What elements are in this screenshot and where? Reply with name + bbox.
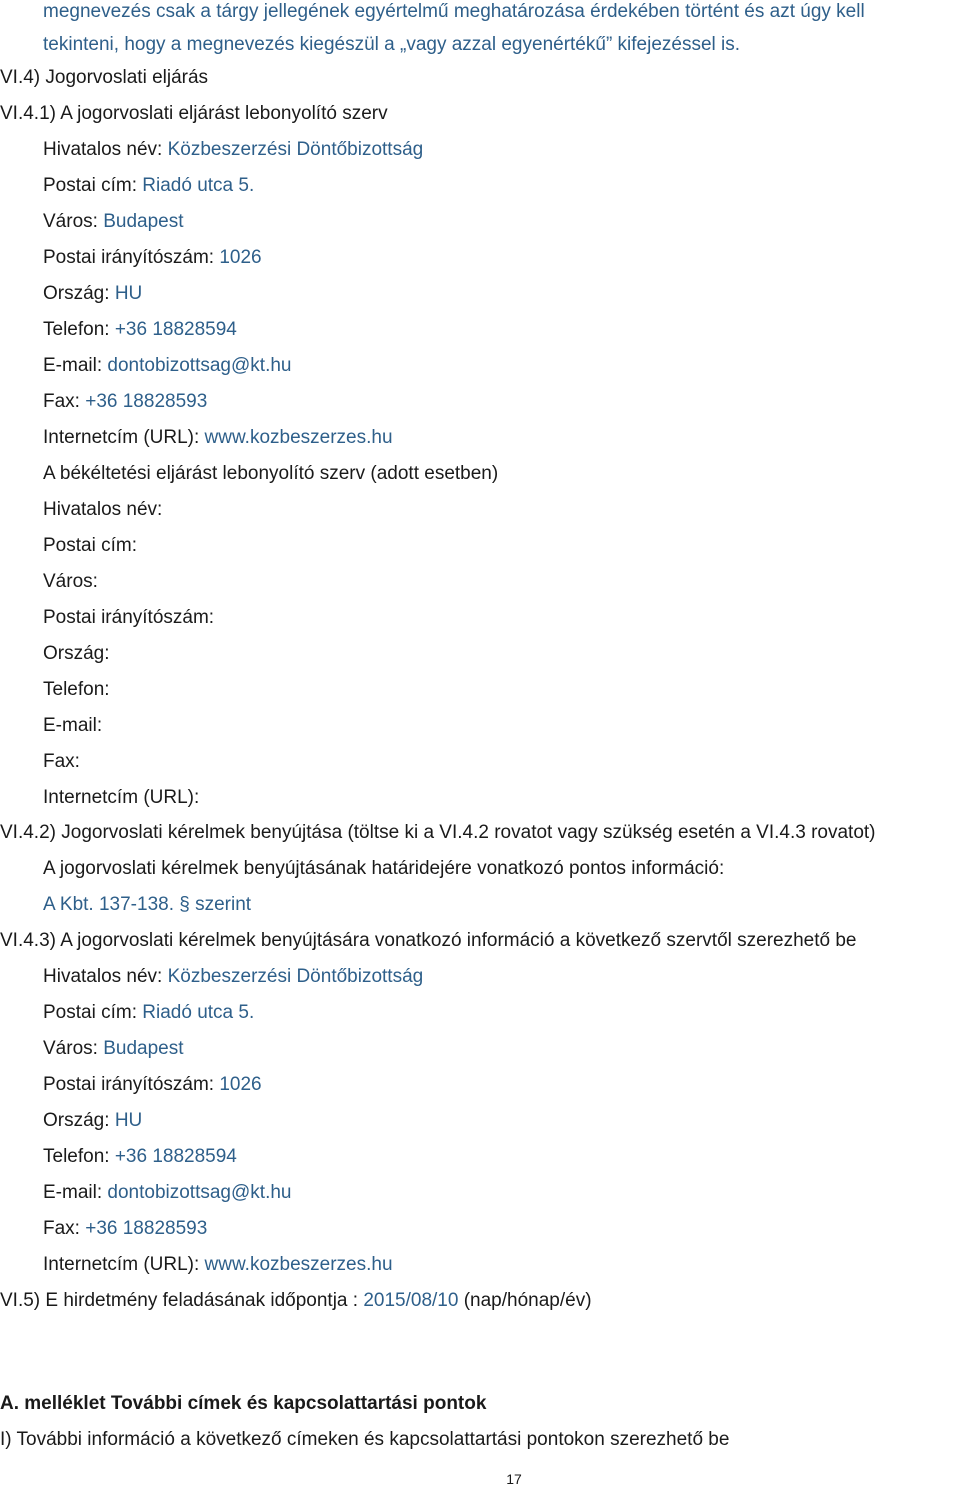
section-vi4-2-heading: VI.4.2) Jogorvoslati kérelmek benyújtása (töltse ki a VI.4.2 rovatot vagy szükség esetén a VI.4.3 rovatot) [0,822,876,843]
section-vi4-heading: VI.4) Jogorvoslati eljárás [0,67,209,88]
mediation-email: E-mail: [43,715,103,736]
mediation-country: Ország: [43,643,110,664]
page-number: 17 [506,1471,522,1487]
mediation-phone: Telefon: [43,679,110,700]
body3-name: Hivatalos név: Közbeszerzési Döntőbizottság [43,966,424,987]
body1-email: E-mail: dontobizottsag@kt.hu [43,355,292,376]
mediation-url: Internetcím (URL): [43,787,200,808]
section-vi4-2-text: A jogorvoslati kérelmek benyújtásának határidejére vonatkozó pontos információ: [43,858,725,879]
section-vi4-2-value: A Kbt. 137-138. § szerint [43,894,252,915]
body1-email-link[interactable]: dontobizottsag@kt.hu [107,355,292,376]
body3-email: E-mail: dontobizottsag@kt.hu [43,1182,292,1203]
body1-zip: Postai irányítószám: 1026 [43,247,262,268]
intro-line-1: megnevezés csak a tárgy jellegének egyértelmű meghatározása érdekében történt és azt úgy kell [43,1,865,22]
body1-city: Város: Budapest [43,211,184,232]
body3-url-link[interactable]: www.kozbeszerzes.hu [204,1254,393,1275]
body3-city: Város: Budapest [43,1038,184,1059]
body1-url: Internetcím (URL): www.kozbeszerzes.hu [43,427,393,448]
body1-address: Postai cím: Riadó utca 5. [43,175,255,196]
body1-phone: Telefon: +36 18828594 [43,319,237,340]
body3-phone: Telefon: +36 18828594 [43,1146,237,1167]
body3-zip: Postai irányítószám: 1026 [43,1074,262,1095]
annex-title: A. melléklet További címek és kapcsolattartási pontok [0,1393,487,1414]
body3-email-link[interactable]: dontobizottsag@kt.hu [107,1182,292,1203]
body1-name: Hivatalos név: Közbeszerzési Döntőbizottság [43,139,424,160]
annex-line: I) További információ a következő címeken és kapcsolattartási pontokon szerezhető be [0,1429,730,1450]
section-vi5: VI.5) E hirdetmény feladásának időpontja : 2015/08/10 (nap/hónap/év) [0,1290,592,1311]
mediation-city: Város: [43,571,98,592]
body1-url-link[interactable]: www.kozbeszerzes.hu [204,427,393,448]
mediation-zip: Postai irányítószám: [43,607,215,628]
body3-address: Postai cím: Riadó utca 5. [43,1002,255,1023]
intro-line-2: tekinteni, hogy a megnevezés kiegészül a „vagy azzal egyenértékű” kifejezéssel is. [43,34,741,55]
body3-country: Ország: HU [43,1110,143,1131]
section-vi4-3-heading: VI.4.3) A jogorvoslati kérelmek benyújtására vonatkozó információ a következő szervtől szerezhető be [0,930,857,951]
body3-url: Internetcím (URL): www.kozbeszerzes.hu [43,1254,393,1275]
body1-country: Ország: HU [43,283,143,304]
body3-fax: Fax: +36 18828593 [43,1218,208,1239]
mediation-address: Postai cím: [43,535,137,556]
section-vi4-1-heading: VI.4.1) A jogorvoslati eljárást lebonyolító szerv [0,103,388,124]
mediation-heading: A békéltetési eljárást lebonyolító szerv (adott esetben) [43,463,499,484]
body1-fax: Fax: +36 18828593 [43,391,208,412]
mediation-name: Hivatalos név: [43,499,163,520]
mediation-fax: Fax: [43,751,80,772]
